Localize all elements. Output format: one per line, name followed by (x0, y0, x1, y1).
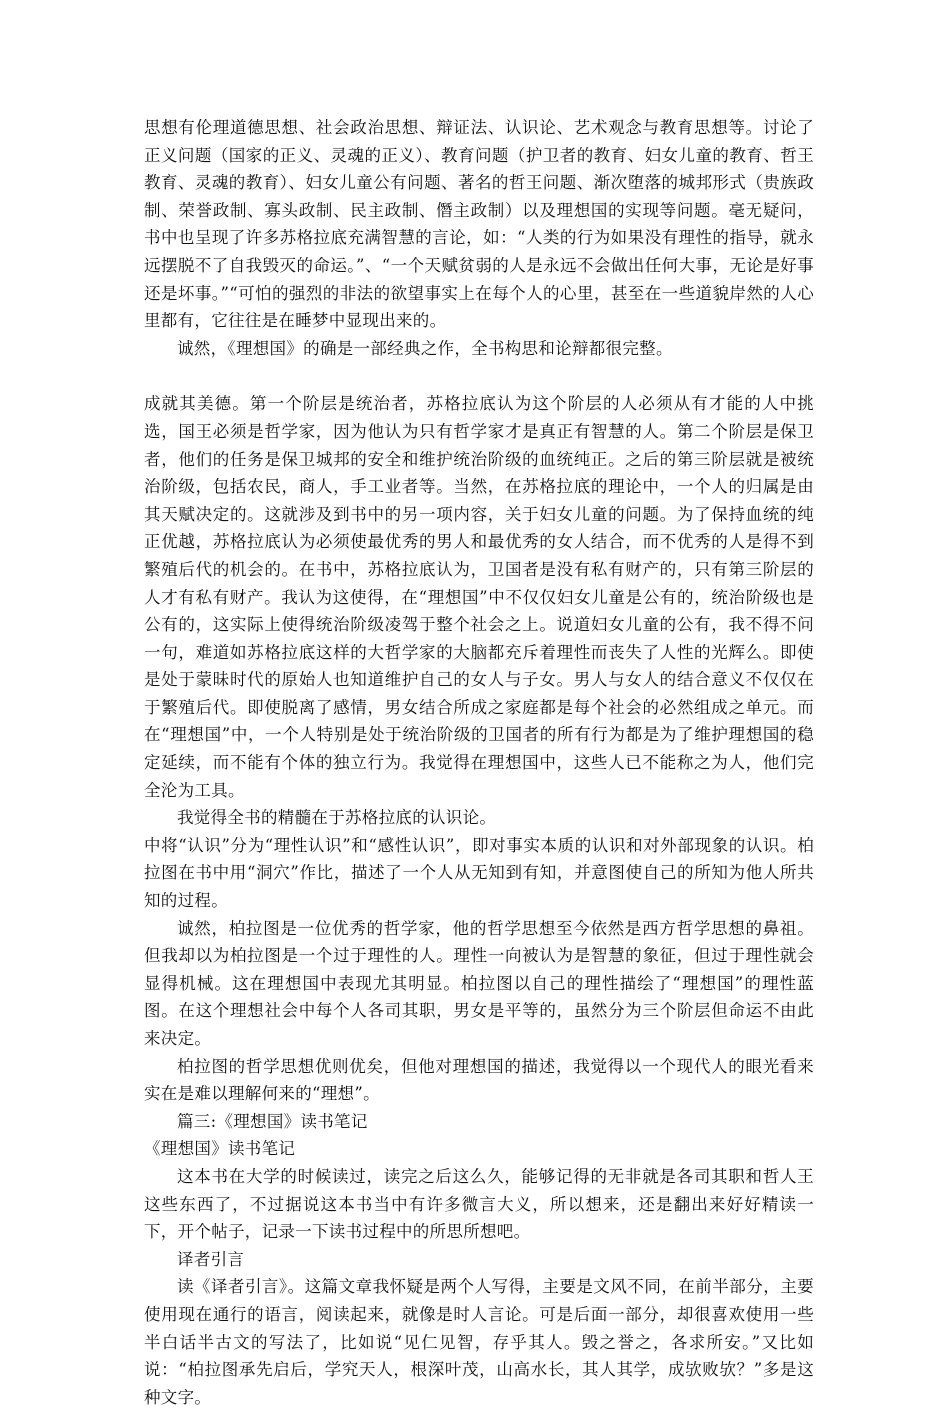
section-title: 《理想国》读书笔记 (144, 1139, 296, 1159)
section-heading: 篇三:《理想国》读书笔记 (177, 1111, 368, 1131)
paragraph-5: 中将“认识”分为“理性认识”和“感性认识”，即对事实本质的认识和对外部现象的认识。柏拉图在书中用“洞穴”作比，描述了一个人从无知到有知，并意图使自己的所知为他人所共知的过程。 (144, 835, 814, 911)
paragraph-gap (144, 362, 814, 390)
paragraph-3: 成就其美德。第一个阶层是统治者，苏格拉底认为这个阶层的人必须从有才能的人中挑选，国王必须是哲学家，因为他认为只有哲学家才是真正有智慧的人。第二个阶层是保卫者，他们的任务是保卫城邦的安全和维护统治阶级的血统纯正。之后的第三阶层就是被统治阶级，包括农民，商人，手工业者等。当然，在苏格拉底的理论中，一个人的归属是由其天赋决定的。这就涉及到书中的另一项内容，关于妇女儿童的问题。为了保持血统的纯正优越，苏格拉底认为必须使最优秀的男人和最优秀的女人结合，而不优秀的人是得不到繁殖后代的机会的。在书中，苏格拉底认为，卫国者是没有私有财产的，只有第三阶层的人才有私有财产。我认为这使得，在“理想国”中不仅仅妇女儿童是公有的，统治阶级也是公有的，这实际上使得统治阶级凌驾于整个社会之上。说道妇女儿童的公有，我不得不问一句，难道如苏格拉底这样的大哲学家的大脑都充斥着理性而丧失了人性的光辉么。即使是处于蒙昧时代的原始人也知道维护自己的女人与子女。男人与女人的结合意义不仅仅在于繁殖后代。即使脱离了感情，男女结合所成之家庭都是每个社会的必然组成之单元。而在“理想国”中，一个人特别是处于统治阶级的卫国者的所有行为都是为了维护理想国的稳定延续，而不能有个体的独立行为。我觉得在理想国中，这些人已不能称之为人，他们完全沦为工具。 (144, 394, 814, 800)
paragraph-4: 我觉得全书的精髓在于苏格拉底的认识论。 (177, 808, 497, 828)
subheading-translator-intro: 译者引言 (177, 1249, 245, 1269)
paragraph-6: 诚然，柏拉图是一位优秀的哲学家，他的哲学思想至今依然是西方哲学思想的鼻祖。但我却以为柏拉图是一个过于理性的人。理性一向被认为是智慧的象征，但过于理性就会显得机械。这在理想国中表现尤其明显。柏拉图以自己的理性描绘了“理想国”的理性蓝图。在这个理想社会中每个人各司其职，男女是平等的，虽然分为三个阶层但命运不由此来决定。 (144, 918, 814, 1048)
paragraph-9: 读《译者引言》。这篇文章我怀疑是两个人写得，主要是文风不同，在前半部分，主要使用现在通行的语言，阅读起来，就像是时人言论。可是后面一部分，却很喜欢使用一些半白话半古文的写法了，比如说“见仁见智，存乎其人。毁之誉之，各求所安。”又比如说：“柏拉图承先启后，学究天人，根深叶茂，山高水长，其人其学，成欤败欤？”多是这种文字。 (144, 1277, 814, 1407)
document-body (144, 114, 814, 1411)
paragraph-2: 诚然，《理想国》的确是一部经典之作，全书构思和论辩都很完整。 (177, 338, 673, 358)
paragraph-7: 柏拉图的哲学思想优则优矣，但他对理想国的描述，我觉得以一个现代人的眼光看来实在是难以理解何来的“理想”。 (144, 1056, 814, 1104)
paragraph-8: 这本书在大学的时候读过，读完之后这么久，能够记得的无非就是各司其职和哲人王这些东西了，不过据说这本书当中有许多微言大义，所以想来，还是翻出来好好精读一下，开个帖子，记录一下读书过程中的所思所想吧。 (144, 1166, 814, 1242)
paragraph-1: 思想有伦理道德思想、社会政治思想、辩证法、认识论、艺术观念与教育思想等。讨论了正义问题（国家的正义、灵魂的正义）、教育问题（护卫者的教育、妇女儿童的教育、哲王教育、灵魂的教育）、妇女儿童公有问题、著名的哲王问题、渐次堕落的城邦形式（贵族政制、荣誉政制、寡头政制、民主政制、僭主政制）以及理想国的实现等问题。毫无疑问，书中也呈现了许多苏格拉底充满智慧的言论，如：“人类的行为如果没有理性的指导，就永远摆脱不了自我毁灭的命运。”、“一个天赋贫弱的人是永远不会做出任何大事，无论是好事还是坏事。”“可怕的强烈的非法的欲望事实上在每个人的心里，甚至在一些道貌岸然的人心里都有，它往往是在睡梦中显现出来的。 (144, 118, 814, 331)
